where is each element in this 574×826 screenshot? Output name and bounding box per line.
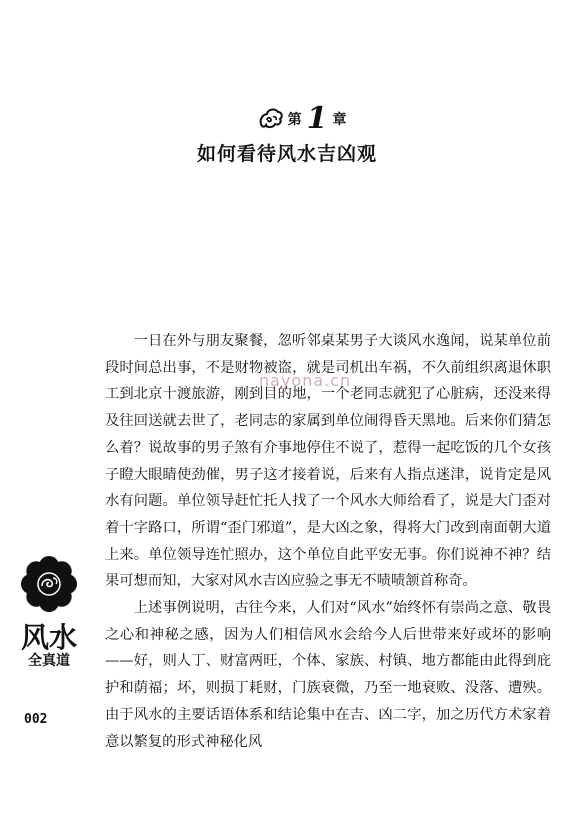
chapter-title: 如何看待风水吉凶观 [196,143,377,165]
watermark: nayona.cn [259,371,352,390]
cloud-ornament-icon [258,106,284,132]
paragraph: 上述事例说明，古往今来，人们对“风水”始终怀有崇尚之意、敬畏之心和神秘之感，因为人们相信风水会给今人后世带来好或坏的影响——好，则人丁、财富两旺，个体、家族、村镇、地方都能由此得到庇护和荫福；坏，则损丁耗财，门族衰微，乃至一地衰败、没落、遭殃。由于风水的主要话语体系和结论集中在吉、凶二字，加之历代方术家着意以繁复的形式神秘化风 [105,600,551,750]
logo-calligraphy: 风水 [20,621,77,654]
chapter-heading [0,103,574,166]
chapter-suffix: 章 [332,112,347,128]
paragraph: 一日在外与朋友聚餐，忽听邻桌某男子大谈风水逸闻，说某单位前段时间总出事，不是财物被盗，就是司机出车祸，不久前组织离退休职工到北京十渡旅游，刚到目的地，一个老同志就犯了心脏病，还没来得及往回送就去世了，老同志的家属到单位闹得昏天黑地。后来你们猜怎么着？说故事的男子煞有介事地停住不说了，惹得一起吃饭的几个女孩子瞪大眼睛使劲催，男子这才接着说，后来有人指点迷津，说肯定是风水有问题。单位领导赶忙托人找了一个风水大师给看了，说是大门歪对着十字路口，所谓“歪门邪道”，是大凶之象，得将大门改到南面朝大道上来。单位领导连忙照办，这个单位自此平安无事。你们说神不神？结果可想而知，大家对风水吉凶应验之事无不啧啧颔首称奇。 [105,333,551,590]
flower-emblem-icon [20,555,78,613]
side-logo [16,555,82,669]
chapter-prefix: 第 [287,112,302,128]
logo-subtitle: 全真道 [28,653,70,669]
chapter-number: 1 [306,101,328,136]
page-number: 002 [24,712,48,727]
body-text [105,328,551,755]
chapter-label [30,103,574,135]
